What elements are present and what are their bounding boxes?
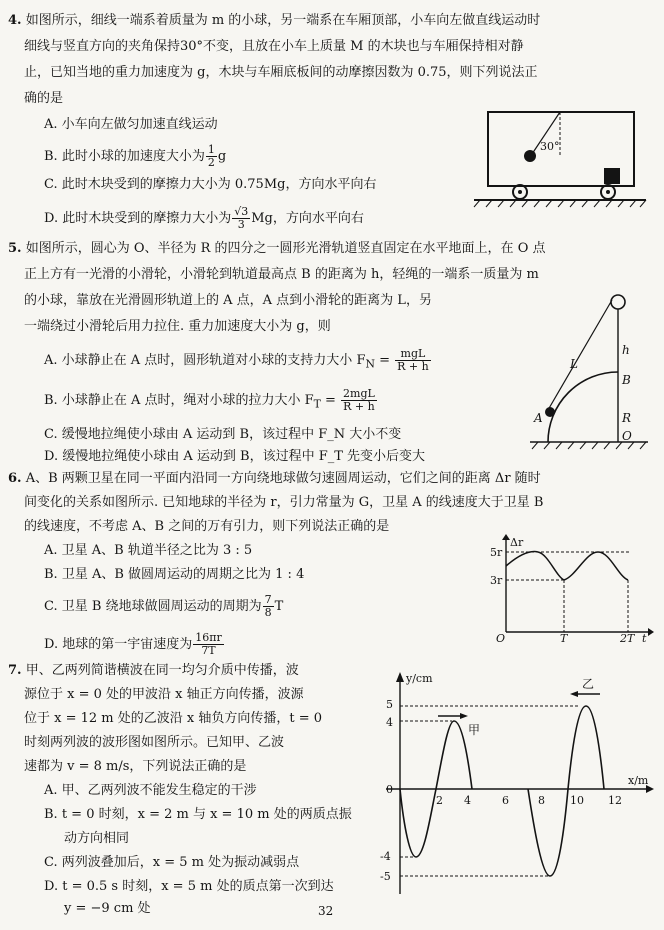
q5-option-a-fraction [395,348,431,373]
x-tick-12: 12 [608,794,622,807]
x-tick-4: 4 [464,794,471,807]
q4-stem-line-3: 止，已知当地的重力加速度为 g，木块与车厢底板间的动摩擦因数为 0.75，则下列说法正 [24,65,538,80]
y-axis-label: y/cm [406,672,433,685]
q5-option-a-den: R + h [397,360,429,373]
y-tick-5: 5 [386,698,393,711]
label-A: A [534,411,543,425]
angle-label: 30° [540,140,560,153]
q7-option-c: C. 两列波叠加后，x = 5 m 处为振动减弱点 [44,855,300,870]
q4-option-d-fraction [232,206,250,231]
label-B: B [622,373,631,387]
q4-option-c: C. 此时木块受到的摩擦力大小为 0.75Mg，方向水平向右 [44,177,377,192]
y-axis-arrow [396,672,404,682]
label-O: O [622,429,632,443]
x-tick-10: 10 [570,794,584,807]
tick-T: T [560,632,568,645]
q5-option-c: C. 缓慢地拉绳使小球由 A 运动到 B，该过程中 F_N 大小不变 [44,427,402,442]
yi-label: 乙 [582,677,595,691]
page-number: 32 [318,904,334,918]
q4-number: 4. [8,13,22,28]
q4-option-b [44,144,226,169]
q5-track-figure [530,292,650,456]
q7-stem-line-5: 速都为 v = 8 m/s，下列说法正确的是 [24,759,247,774]
q6-option-a: A. 卫星 A、B 轨道半径之比为 3 : 5 [44,543,253,558]
q6-stem-line-1 [8,470,541,488]
q4-option-d-num: √3 [234,205,249,218]
x-tick-8: 8 [538,794,545,807]
q4-stem-line-1 [8,12,540,30]
wheel-right-hub [606,190,610,194]
q6-option-d-num: 16πr [195,631,222,644]
q5-option-a-eq: = [374,353,395,368]
q4-option-d-unit: Mg，方向水平向右 [251,211,364,226]
ball [524,150,536,162]
q7-stem-line-4: 时刻两列波的波形图如图所示。已知甲、乙波 [24,735,285,750]
q7-number: 7. [8,663,22,678]
q5-option-a-num: mgL [395,348,431,361]
y-tick-neg4: -4 [380,850,391,863]
q4-stem-line-2: 细线与竖直方向的夹角保持30°不变，且放在小车上质量 M 的木块也与车厢保持相对静 [24,39,524,54]
q4-option-b-den: 2 [207,156,215,169]
q4-option-b-num: 1 [207,143,215,156]
q5-option-b-fraction [341,388,377,413]
quarter-circle-track [548,372,618,442]
dr-curve [506,552,628,580]
jia-label: 甲 [468,723,481,737]
q4-option-b-text: B. 此时小球的加速度大小为 [44,149,205,164]
q6-option-c-fraction [263,594,274,619]
q6-option-c-unit: T [274,599,284,614]
q4-cart-figure [470,108,650,213]
label-R: R [622,411,632,425]
q5-option-b-num: 2mgL [343,387,375,400]
y-tick-neg5: -5 [380,870,391,883]
dr-axis-label: Δr [510,536,524,549]
small-ball [545,407,555,417]
q6-option-c-den: 8 [264,606,272,619]
q6-option-d-den: 7T [201,644,216,657]
q6-stem-line-3: 的线速度，不考虑 A、B 之间的万有引力，则下列说法正确的是 [24,519,390,534]
yi-arrowhead [570,691,578,697]
q5-option-a-text: A. 小球静止在 A 点时，圆形轨道对小球的支持力大小 F [44,353,366,368]
x-tick-2: 2 [436,794,443,807]
q6-stem-line-2: 间变化的关系如图所示. 已知地球的半径为 r，引力常量为 G，卫星 A 的线速度大于卫星 B [24,495,544,510]
q7-option-d-line-1: D. t = 0.5 s 时刻，x = 5 m 处的质点第一次到达 [44,879,334,894]
rope [548,300,612,410]
q6-option-c-text: C. 卫星 B 绕地球做圆周运动的周期为 [44,599,262,614]
label-L: L [570,357,578,371]
floor-hatch [532,442,646,449]
t-axis-arrow [648,628,654,636]
q6-option-c [44,594,283,619]
q6-option-b: B. 卫星 A、B 做圆周运动的周期之比为 1 : 4 [44,567,305,582]
q4-option-d-text: D. 此时木块受到的摩擦力大小为 [44,211,232,226]
q5-option-a [44,348,432,374]
q5-stem-line-1 [8,240,546,258]
q5-option-b-sub: T [313,397,321,411]
q5-number: 5. [8,241,22,256]
q6-option-d-fraction [193,632,224,657]
q7-stem-line-1 [8,662,299,680]
wood-block [604,168,620,184]
q6-stem-text-1: A、B 两颗卫星在同一平面内沿同一方向绕地球做匀速圆周运动，它们之间的距离 Δr 随时 [25,471,541,486]
q6-option-d [44,632,225,657]
q7-option-a: A. 甲、乙两列波不能发生稳定的干涉 [44,783,257,798]
wave-yi [528,706,604,876]
q7-stem-line-3: 位于 x = 12 m 处的乙波沿 x 轴负方向传播，t = 0 [24,711,323,726]
q7-wave-graph [380,668,660,898]
q7-option-b-line-2: 动方向相同 [64,831,130,846]
tick-3r: 3r [490,574,503,587]
q5-option-b-eq: = [320,393,341,408]
q6-option-c-num: 7 [264,593,272,606]
q5-option-b-text: B. 小球静止在 A 点时，绳对小球的拉力大小 F [44,393,314,408]
q4-option-a: A. 小车向左做匀加速直线运动 [44,117,218,132]
dr-axis-arrow [502,534,510,540]
q7-stem-text-1: 甲、乙两列简谐横波在同一均匀介质中传播，波 [25,663,299,678]
q4-option-d [44,206,364,231]
q4-option-d-den: 3 [237,218,245,231]
q5-option-d: D. 缓慢地拉绳使小球由 A 运动到 B，该过程中 F_T 先变小后变大 [44,449,426,464]
tick-2T: 2T [620,632,635,645]
wheel-left-hub [518,190,522,194]
t-axis-label: t [642,632,647,645]
q5-option-b [44,388,378,414]
pulley [611,295,625,309]
q5-stem-line-3: 的小球，靠放在光滑圆形轨道上的 A 点，A 点到小滑轮的距离为 L，另 [24,293,432,308]
q7-option-b-line-1: B. t = 0 时刻，x = 2 m 与 x = 10 m 处的两质点振 [44,807,352,822]
q4-option-b-unit: g [217,149,227,164]
q6-option-d-text: D. 地球的第一宇宙速度为 [44,637,193,652]
q5-stem-text-1: 如图所示，圆心为 O、半径为 R 的四分之一圆形光滑轨道竖直固定在水平地面上，在 O 点 [25,241,546,256]
q6-distance-graph [490,532,655,645]
q5-option-b-den: R + h [343,400,375,413]
jia-arrowhead [460,713,468,719]
origin-O: O [496,632,506,645]
y-tick-4: 4 [386,716,393,729]
label-h: h [622,343,630,357]
x-axis-label: x/m [628,774,649,787]
q7-stem-line-2: 源位于 x = 0 处的甲波沿 x 轴正方向传播，波源 [24,687,304,702]
q4-stem-text-1: 如图所示，细线一端系着质量为 m 的小球，另一端系在车厢顶部，小车向左做直线运动时 [25,13,541,28]
q5-stem-line-4: 一端绕过小滑轮后用力拉住. 重力加速度大小为 g，则 [24,319,331,334]
tick-5r: 5r [490,546,503,559]
x-tick-6: 6 [502,794,509,807]
q5-option-a-sub: N [365,357,375,371]
q4-stem-line-4: 确的是 [24,91,64,106]
ground-hatch [474,200,646,207]
q7-option-d-line-2: y = −9 cm 处 [64,901,151,916]
q4-option-b-fraction [206,144,217,169]
q6-number: 6. [8,471,22,486]
y-tick-0: 0 [386,783,393,796]
q5-stem-line-2: 正上方有一光滑的小滑轮，小滑轮到轨道最高点 B 的距离为 h，轻绳的一端系一质量为 m [24,267,539,282]
